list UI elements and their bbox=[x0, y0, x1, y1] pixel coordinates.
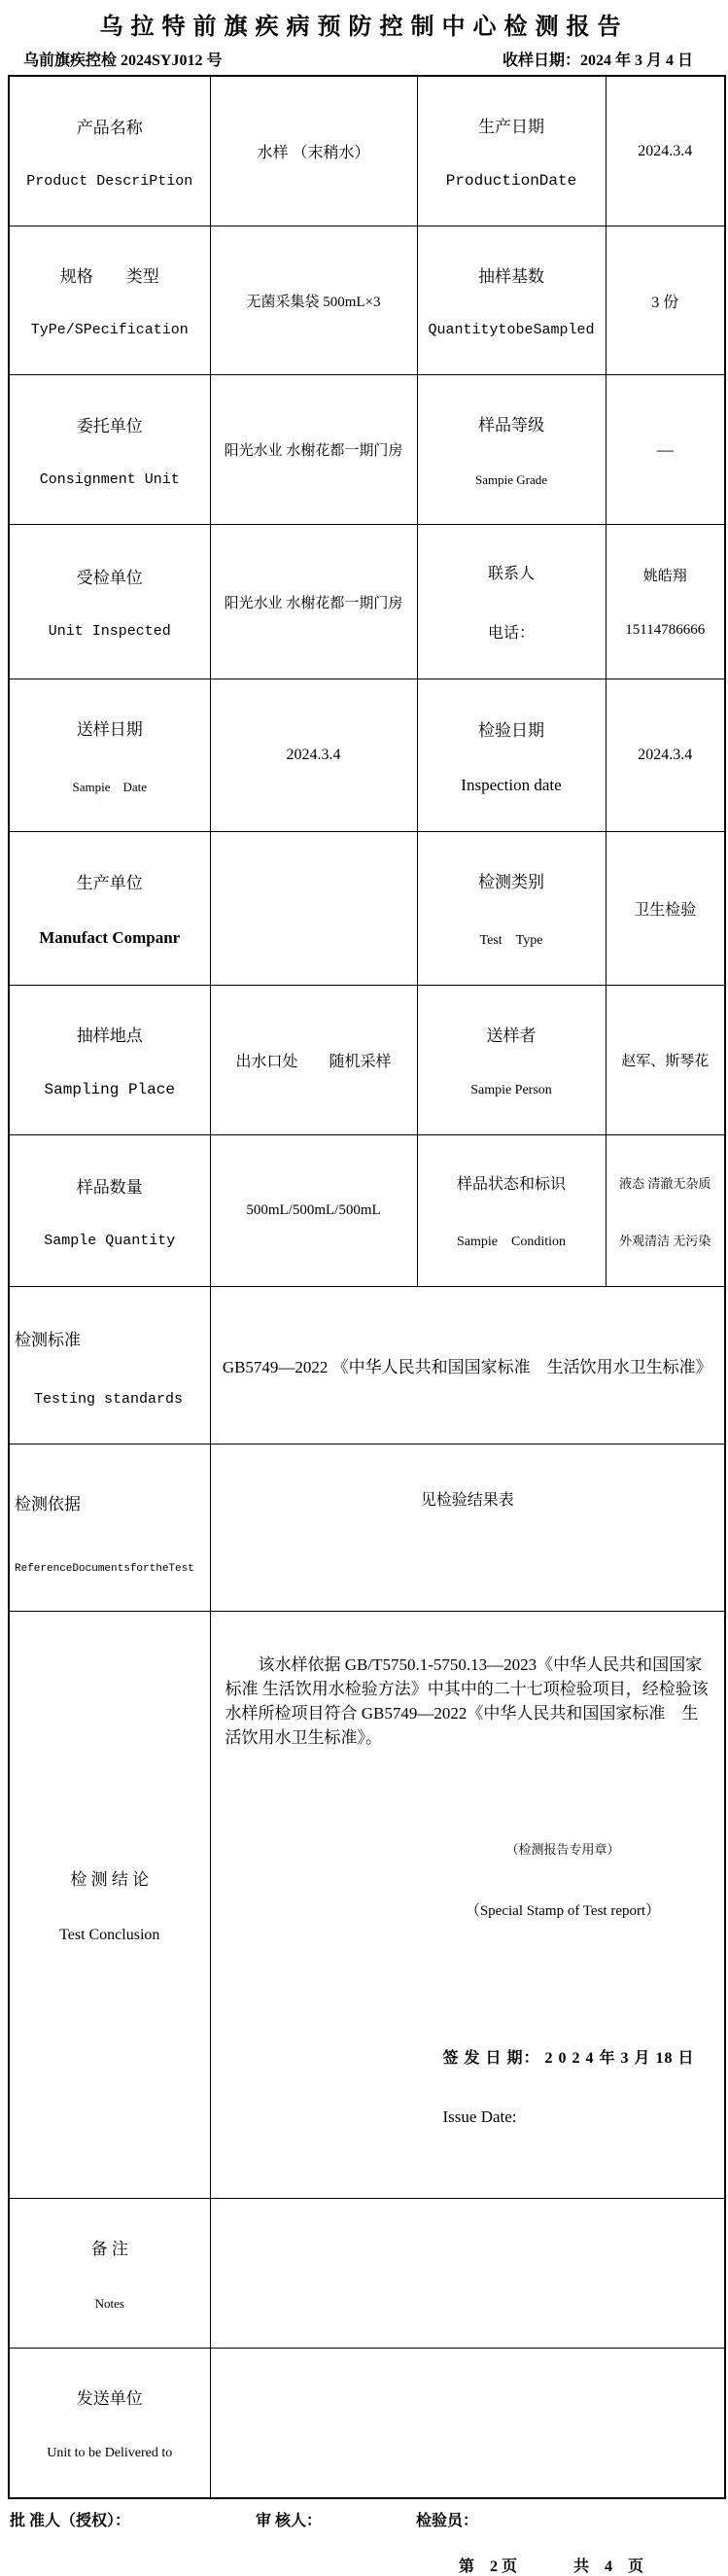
sampling-place-label-zh: 抽样地点 bbox=[76, 1027, 143, 1045]
sample-grade-label-en: Sampie Grade bbox=[474, 472, 547, 487]
product-name-value-text: 水样 （末稍水） bbox=[257, 145, 370, 161]
issue-date-zh: 签 发 日 期： 2 0 2 4 年 3 月 18 日 bbox=[442, 2050, 695, 2067]
test-type-label-zh: 检测类别 bbox=[478, 873, 544, 891]
manufacturer-label-en: Manufact Companr bbox=[39, 928, 181, 947]
product-name-value bbox=[210, 76, 417, 226]
sample-date-value bbox=[210, 679, 417, 832]
inspected-unit-label-cell bbox=[9, 525, 210, 679]
sample-condition-value bbox=[606, 1135, 725, 1287]
spec-type-label-cell bbox=[9, 226, 210, 375]
notes-label-zh: 备 注 bbox=[90, 2240, 128, 2258]
sample-condition-line1: 液态 清澈无杂质 bbox=[619, 1175, 711, 1191]
sample-quantity-value bbox=[210, 1135, 417, 1287]
sample-date-label-cell bbox=[9, 679, 210, 832]
signature-line bbox=[10, 2508, 728, 2530]
test-conclusion-row bbox=[9, 1612, 725, 2199]
sample-base-label-en: QuantitytobeSampled bbox=[428, 322, 595, 338]
consignment-unit-value bbox=[210, 375, 417, 525]
product-name-row bbox=[9, 76, 725, 226]
spec-type-label-en: TyPe/SPecification bbox=[30, 322, 189, 338]
sample-base-label-cell bbox=[417, 226, 606, 375]
test-type-value bbox=[606, 832, 725, 986]
production-date-label-en: ProductionDate bbox=[445, 172, 577, 190]
reviewer-label: 审 核人： bbox=[256, 2513, 323, 2529]
sample-quantity-label-en: Sample Quantity bbox=[44, 1232, 176, 1249]
inspection-date-label-zh: 检验日期 bbox=[478, 720, 544, 740]
sample-grade-label-zh: 样品等级 bbox=[478, 416, 544, 435]
test-conclusion-label-en: Test Conclusion bbox=[59, 1927, 160, 1943]
manufacturer-row bbox=[9, 832, 725, 986]
stamp-label-en: （Special Stamp of Test report） bbox=[465, 1903, 661, 1919]
sampling-place-row bbox=[9, 986, 725, 1135]
sampling-place-value bbox=[210, 986, 417, 1135]
inspected-unit-label-en: Unit Inspected bbox=[48, 623, 171, 640]
product-name-label-en: Product DescriPtion bbox=[26, 172, 193, 190]
sample-sender-label-zh: 送样者 bbox=[486, 1027, 537, 1045]
delivery-unit-label-zh: 发送单位 bbox=[76, 2389, 143, 2408]
product-name-label-zh: 产品名称 bbox=[76, 118, 143, 137]
page-title: 乌拉特前旗疾病预防控制中心检测报告 bbox=[99, 15, 629, 40]
test-reference-row bbox=[9, 1445, 725, 1612]
consignment-unit-label-en: Consignment Unit bbox=[39, 470, 180, 488]
sample-base-value-text: 3 份 bbox=[651, 294, 679, 311]
contact-label-line1: 联系人 bbox=[487, 566, 535, 582]
test-conclusion-label-zh: 检 测 结 论 bbox=[70, 1870, 150, 1889]
sample-condition-label-cell bbox=[417, 1135, 606, 1287]
sample-sender-label-cell bbox=[417, 986, 606, 1135]
consignment-unit-label-cell bbox=[9, 375, 210, 525]
production-date-value-text: 2024.3.4 bbox=[638, 142, 693, 159]
sample-grade-label-cell bbox=[417, 375, 606, 525]
conclusion-paragraph: 该水样依据 GB/T5750.1-5750.13—2023《中华人民共和国国家标准 生活饮用水检验方法》中其中的二十七项检验项目，经检验该水样所检项目符合 GB5749—2022《中华人民共和国国家标准 生活饮用水卫生标准》。 bbox=[225, 1655, 709, 1747]
inspection-date-label-en: Inspection date bbox=[461, 775, 562, 794]
test-type-value-text: 卫生检验 bbox=[634, 902, 697, 919]
notes-label-en: Notes bbox=[94, 2296, 124, 2311]
testing-standard-label-cell bbox=[9, 1287, 210, 1445]
sample-quantity-row bbox=[9, 1135, 725, 1287]
notes-value bbox=[210, 2199, 725, 2349]
report-table bbox=[8, 75, 726, 2499]
sample-date-row bbox=[9, 679, 725, 832]
spec-type-row bbox=[9, 226, 725, 375]
test-type-label-en: Test Type bbox=[479, 933, 543, 948]
consignment-unit-value-text: 阳光水业 水榭花都一期门房 bbox=[224, 443, 403, 459]
sample-quantity-label-cell bbox=[9, 1135, 210, 1287]
page-current: 第 2 页 bbox=[459, 2559, 518, 2575]
sample-date-value-text: 2024.3.4 bbox=[286, 747, 341, 763]
sample-sender-value-text: 赵军、斯琴花 bbox=[621, 1054, 710, 1069]
production-date-label-zh: 生产日期 bbox=[478, 118, 544, 136]
page-indicator bbox=[0, 2554, 728, 2576]
delivery-unit-label-cell bbox=[9, 2349, 210, 2499]
contact-name: 姚皓翔 bbox=[642, 569, 687, 584]
inspected-unit-label-zh: 受检单位 bbox=[76, 569, 143, 587]
sampling-place-label-en: Sampling Place bbox=[44, 1081, 175, 1098]
contact-phone: 15114786666 bbox=[625, 622, 706, 638]
sampling-place-value-text: 出水口处 随机采样 bbox=[235, 1054, 392, 1070]
sample-grade-value-text: — bbox=[656, 439, 674, 459]
production-date-label-cell bbox=[417, 76, 606, 226]
inspected-unit-value bbox=[210, 525, 417, 679]
sample-grade-value bbox=[606, 375, 725, 525]
contact-label-cell bbox=[417, 525, 606, 679]
consignment-unit-label-zh: 委托单位 bbox=[76, 416, 143, 435]
manufacturer-label-zh: 生产单位 bbox=[76, 874, 143, 892]
testing-standard-value bbox=[210, 1287, 725, 1445]
report-number: 乌前旗疾控检 2024SYJ012 号 bbox=[23, 52, 223, 69]
inspection-date-value-text: 2024.3.4 bbox=[638, 747, 693, 763]
test-reference-label-en: ReferenceDocumentsfortheTest bbox=[15, 1563, 194, 1575]
manufacturer-value bbox=[210, 832, 417, 986]
sample-quantity-value-text: 500mL/500mL/500mL bbox=[246, 1202, 381, 1218]
sample-quantity-label-zh: 样品数量 bbox=[76, 1177, 143, 1197]
inspected-unit-row bbox=[9, 525, 725, 679]
page-total: 共 4 页 bbox=[573, 2559, 644, 2575]
testing-standard-row bbox=[9, 1287, 725, 1445]
inspection-date-label-cell bbox=[417, 679, 606, 832]
test-reference-value-text: 见检验结果表 bbox=[420, 1492, 514, 1509]
notes-label-cell bbox=[9, 2199, 210, 2349]
test-reference-value bbox=[210, 1445, 725, 1612]
inspection-date-value bbox=[606, 679, 725, 832]
manufacturer-label-cell bbox=[9, 832, 210, 986]
test-reference-label-cell bbox=[9, 1445, 210, 1612]
notes-row bbox=[9, 2199, 725, 2349]
sample-date-label-zh: 送样日期 bbox=[76, 720, 143, 739]
receive-date: 收样日期：2024 年 3 月 4 日 bbox=[502, 52, 693, 69]
delivery-unit-label-en: Unit to be Delivered to bbox=[47, 2446, 173, 2460]
inspector-label: 检验员： bbox=[416, 2513, 479, 2529]
contact-label-line2: 电话： bbox=[487, 625, 535, 642]
sample-condition-line2: 外观清洁 无污染 bbox=[619, 1233, 711, 1248]
test-conclusion-value-cell bbox=[210, 1612, 725, 2199]
inspected-unit-value-text: 阳光水业 水榭花都一期门房 bbox=[224, 595, 403, 611]
sampling-place-label-cell bbox=[9, 986, 210, 1135]
testing-standard-label-en: Testing standards bbox=[34, 1391, 184, 1408]
test-type-label-cell bbox=[417, 832, 606, 986]
stamp-block bbox=[439, 1804, 687, 1955]
production-date-value bbox=[606, 76, 725, 226]
stamp-label-zh: （检测报告专用章） bbox=[505, 1842, 620, 1857]
issue-date-block bbox=[443, 2010, 722, 2162]
sample-base-value bbox=[606, 226, 725, 375]
test-conclusion-label-cell bbox=[9, 1612, 210, 2199]
testing-standard-value-text: GB5749—2022 《中华人民共和国国家标准 生活饮用水卫生标准》 bbox=[222, 1358, 712, 1376]
sample-condition-label-zh: 样品状态和标识 bbox=[456, 1176, 566, 1193]
consignment-unit-row bbox=[9, 375, 725, 525]
sample-base-label-zh: 抽样基数 bbox=[478, 267, 544, 286]
spec-type-value bbox=[210, 226, 417, 375]
sample-date-label-en: Sampie Date bbox=[72, 780, 148, 794]
product-name-label-cell bbox=[9, 76, 210, 226]
sample-sender-value bbox=[606, 986, 725, 1135]
contact-value bbox=[606, 525, 725, 679]
spec-type-value-text: 无菌采集袋 500mL×3 bbox=[246, 294, 381, 310]
issue-date-en: Issue Date: bbox=[442, 2107, 517, 2126]
testing-standard-label-zh: 检测标准 bbox=[15, 1331, 81, 1349]
sample-sender-label-en: Sampie Person bbox=[470, 1083, 552, 1097]
spec-type-label-zh: 规格 类型 bbox=[59, 267, 159, 286]
test-reference-label-zh: 检测依据 bbox=[15, 1495, 81, 1514]
document-header bbox=[23, 48, 693, 70]
delivery-unit-value bbox=[210, 2349, 725, 2499]
delivery-unit-row bbox=[9, 2349, 725, 2499]
approver-label: 批 准人（授权）： bbox=[10, 2513, 131, 2529]
sample-condition-label-en: Sampie Condition bbox=[457, 1235, 566, 1249]
